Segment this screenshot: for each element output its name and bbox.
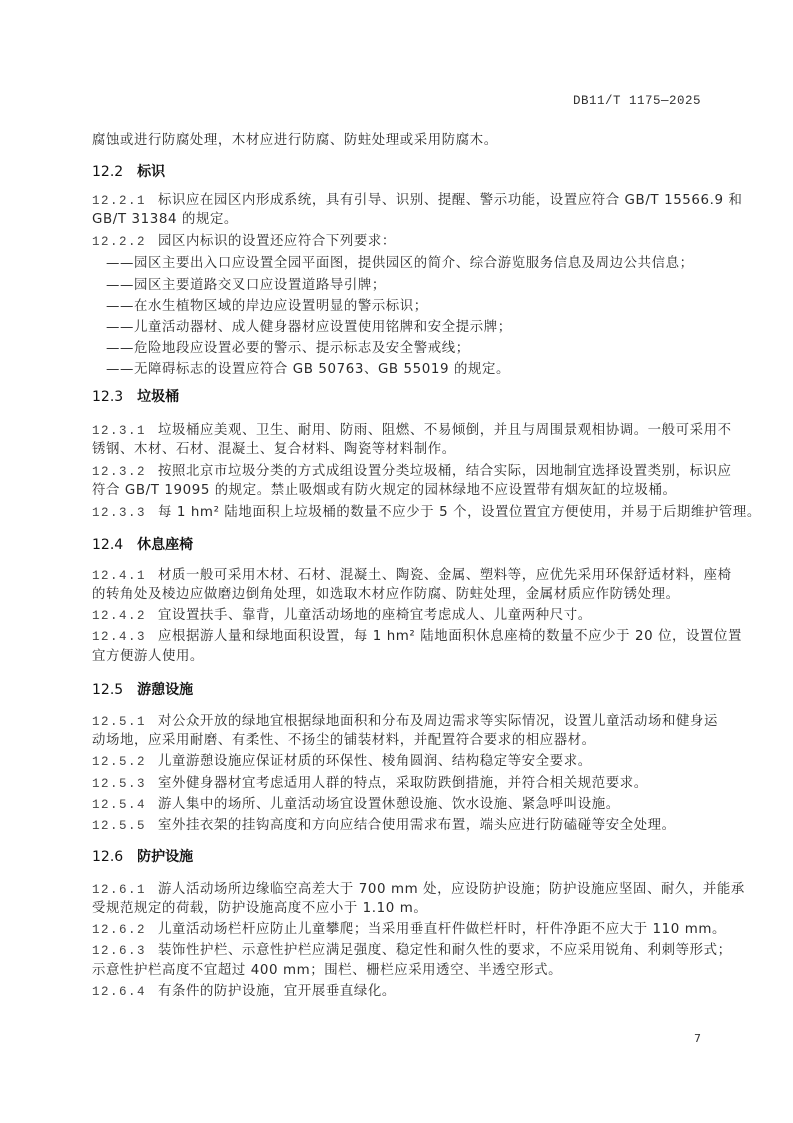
line-text: 每 1 hm² 陆地面积上垃圾桶的数量不应少于 5 个，设置位置宜方便使用，并易于后期维护管理。 [158, 505, 761, 520]
clause-number: 12.4.3 [92, 630, 147, 644]
line-text: 标识应在园区内形成系统，具有引导、识别、提醒、警示功能，设置应符合 GB/T 15566.9 和 [158, 193, 743, 208]
line-text: 动场地，应采用耐磨、有柔性、不扬尘的铺装材料，并配置符合要求的相应器材。 [92, 733, 596, 748]
section-heading [92, 388, 179, 406]
paragraph-line [92, 732, 718, 750]
clause-number: 12.6.4 [92, 985, 147, 999]
paragraph-line [92, 775, 718, 793]
page-number: 7 [694, 1032, 701, 1045]
paragraph-line [92, 796, 718, 814]
list-item [106, 340, 718, 358]
clause-number: 12.5.4 [92, 798, 147, 812]
line-text: 室外健身器材宜考虑适用人群的特点，采取防跌倒措施，并符合相关规范要求。 [158, 776, 648, 791]
paragraph-line [92, 422, 732, 440]
section-title: 防护设施 [137, 849, 194, 865]
line-text: ——园区主要出入口应设置全园平面图，提供园区的简介、综合游览服务信息及周边公共信息； [106, 256, 694, 271]
section-title: 垃圾桶 [137, 389, 180, 405]
line-text: 游人活动场所边缘临空高差大于 700 mm 处，应设防护设施；防护设施应坚固、耐久，并能承 [158, 882, 745, 897]
section-heading [92, 536, 193, 554]
section-number: 12.4 [92, 537, 124, 553]
clause-number: 12.4.2 [92, 609, 147, 623]
line-text: 示意性护栏高度不宜超过 400 mm；围栏、栅栏应采用透空、半透空形式。 [92, 963, 563, 978]
section-number: 12.2 [92, 164, 124, 180]
section-number: 12.3 [92, 389, 124, 405]
section-heading [92, 848, 193, 866]
paragraph-line [92, 628, 743, 646]
clause-number: 12.3.2 [92, 465, 147, 479]
paragraph-line [92, 983, 718, 1001]
line-text: 儿童活动场栏杆应防止儿童攀爬；当采用垂直杆件做栏杆时，杆件净距不应大于 110 mm。 [158, 922, 727, 937]
section-title: 标识 [137, 164, 166, 180]
paragraph-line [92, 132, 718, 150]
line-text: 符合 GB/T 19095 的规定。禁止吸烟或有防火规定的园林绿地不应设置带有烟灰缸的垃圾桶。 [92, 483, 677, 498]
line-text: 宜设置扶手、靠背，儿童活动场地的座椅宜考虑成人、儿童两种尺寸。 [158, 608, 592, 623]
line-text: GB/T 31384 的规定。 [92, 212, 238, 227]
clause-number: 12.5.2 [92, 755, 147, 769]
section-heading [92, 163, 165, 181]
line-text: 有条件的防护设施，宜开展垂直绿化。 [158, 984, 396, 999]
paragraph-line [92, 962, 718, 980]
paragraph-line [92, 817, 718, 835]
line-text: 装饰性护栏、示意性护栏应满足强度、稳定性和耐久性的要求，不应采用锐角、利刺等形式； [158, 943, 732, 958]
list-item [106, 319, 718, 337]
line-text: 垃圾桶应美观、卫生、耐用、防雨、阻燃、不易倾倒，并且与周围景观相协调。一般可采用不 [158, 423, 732, 438]
paragraph-line [92, 713, 718, 731]
line-text: ——无障碍标志的设置应符合 GB 50763、GB 55019 的规定。 [106, 362, 510, 377]
line-text: 按照北京市垃圾分类的方式成组设置分类垃圾桶，结合实际，因地制宜选择设置类别，标识应 [158, 464, 732, 479]
line-text: 应根据游人量和绿地面积设置，每 1 hm² 陆地面积休息座椅的数量不应少于 20 位，设置位置 [158, 629, 743, 644]
clause-number: 12.6.1 [92, 883, 147, 897]
section-title: 游憩设施 [137, 682, 194, 698]
clause-number: 12.5.5 [92, 819, 147, 833]
paragraph-line [92, 942, 732, 960]
paragraph-line [92, 586, 718, 604]
section-heading [92, 681, 193, 699]
line-text: 宜方便游人使用。 [92, 649, 204, 664]
list-item [106, 361, 718, 379]
paragraph-line [92, 463, 732, 481]
list-item [106, 298, 718, 316]
line-text: ——园区主要道路交叉口应设置道路导引牌； [106, 278, 386, 293]
clause-number: 12.2.2 [92, 235, 147, 249]
paragraph-line [92, 648, 718, 666]
paragraph-line [92, 233, 718, 251]
section-number: 12.6 [92, 849, 124, 865]
paragraph-line [92, 881, 745, 899]
paragraph-line [92, 441, 718, 459]
paragraph-line [92, 192, 743, 210]
line-text: 腐蚀或进行防腐处理，木材应进行防腐、防蛀处理或采用防腐木。 [92, 133, 498, 148]
document-code-header: DB11/T 1175—2025 [572, 94, 701, 108]
clause-number: 12.3.3 [92, 506, 147, 520]
paragraph-line [92, 900, 718, 918]
paragraph-line [92, 211, 718, 229]
section-title: 休息座椅 [137, 537, 194, 553]
clause-number: 12.5.3 [92, 777, 147, 791]
paragraph-line [92, 607, 718, 625]
line-text: 锈钢、木材、石材、混凝土、复合材料、陶瓷等材料制作。 [92, 442, 456, 457]
paragraph-line [92, 482, 718, 500]
clause-number: 12.5.1 [92, 715, 147, 729]
paragraph-line [92, 504, 761, 522]
list-item [106, 255, 718, 273]
line-text: 材质一般可采用木材、石材、混凝土、陶瓷、金属、塑料等，应优先采用环保舒适材料，座椅 [158, 568, 732, 583]
line-text: 的转角处及棱边应做磨边倒角处理，如选取木材应作防腐、防蛀处理，金属材质应作防锈处理。 [92, 587, 680, 602]
line-text: ——危险地段应设置必要的警示、提示标志及安全警戒线； [106, 341, 470, 356]
list-item [106, 277, 718, 295]
line-text: 受规范规定的荷载，防护设施高度不应小于 1.10 m。 [92, 901, 428, 916]
clause-number: 12.2.1 [92, 194, 147, 208]
paragraph-line [92, 921, 727, 939]
line-text: 园区内标识的设置还应符合下列要求： [158, 234, 396, 249]
line-text: 室外挂衣架的挂钩高度和方向应结合使用需求布置，端头应进行防磕碰等安全处理。 [158, 818, 676, 833]
line-text: 对公众开放的绿地宜根据绿地面积和分布及周边需求等实际情况，设置儿童活动场和健身运 [158, 714, 718, 729]
line-text: ——儿童活动器材、成人健身器材应设置使用铭牌和安全提示牌； [106, 320, 512, 335]
clause-number: 12.3.1 [92, 424, 147, 438]
section-number: 12.5 [92, 682, 124, 698]
line-text: 游人集中的场所、儿童活动场宜设置休憩设施、饮水设施、紧急呼叫设施。 [158, 797, 620, 812]
clause-number: 12.4.1 [92, 569, 147, 583]
line-text: ——在水生植物区域的岸边应设置明显的警示标识； [106, 299, 428, 314]
paragraph-line [92, 753, 718, 771]
clause-number: 12.6.2 [92, 923, 147, 937]
paragraph-line [92, 567, 732, 585]
clause-number: 12.6.3 [92, 944, 147, 958]
line-text: 儿童游憩设施应保证材质的环保性、棱角圆润、结构稳定等安全要求。 [158, 754, 592, 769]
